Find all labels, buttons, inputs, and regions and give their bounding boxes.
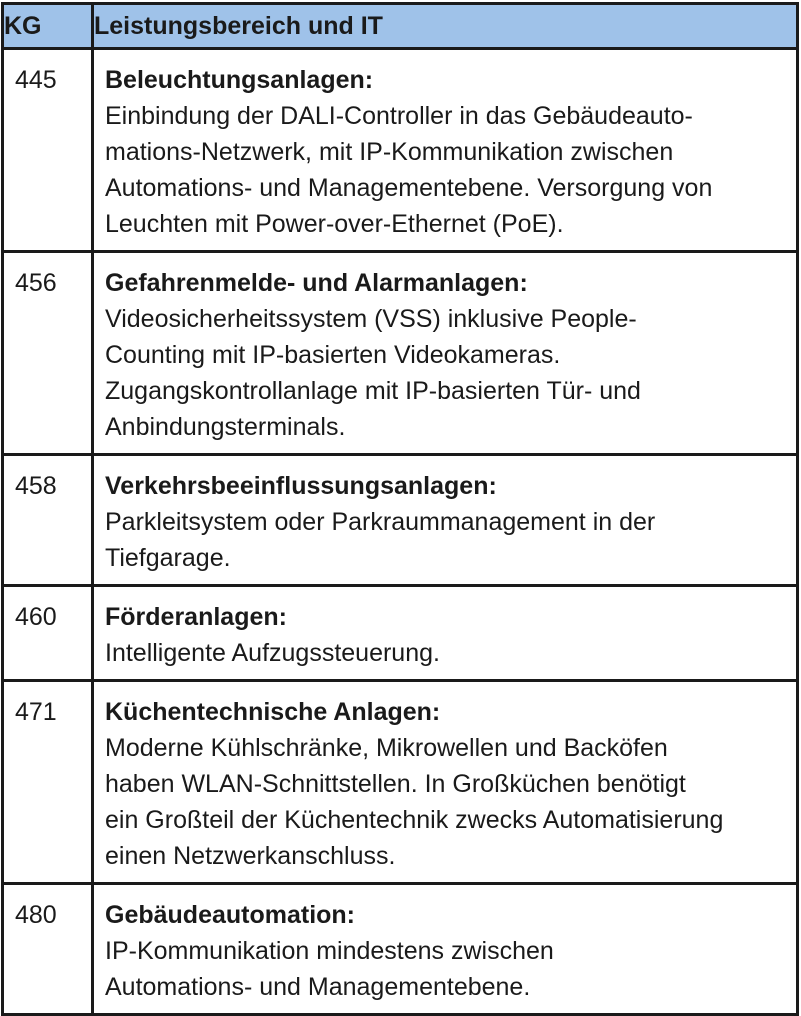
row-text-line: einen Netzwerkanschluss. bbox=[105, 842, 396, 870]
header-area: Leistungsbereich und IT bbox=[93, 4, 798, 49]
row-text-line: Moderne Kühlschränke, Mikrowellen und Backöfen bbox=[105, 734, 668, 762]
kg-number: 480 bbox=[3, 884, 93, 1015]
row-text-line: Automations- und Managementebene. bbox=[105, 973, 531, 1001]
table-row bbox=[3, 884, 798, 1015]
row-title: Beleuchtungsanlagen: bbox=[105, 66, 374, 94]
row-text-line: Intelligente Aufzugssteuerung. bbox=[105, 639, 440, 667]
kg-number: 445 bbox=[3, 49, 93, 252]
row-text-line: ein Großteil der Küchentechnik zwecks Automatisierung bbox=[105, 806, 724, 834]
row-text-line: Counting mit IP-basierten Videokameras. bbox=[105, 341, 561, 369]
table-row bbox=[3, 49, 798, 252]
header-kg: KG bbox=[3, 4, 93, 49]
kg-number: 471 bbox=[3, 681, 93, 884]
row-text-line: Anbindungsterminals. bbox=[105, 413, 346, 441]
row-description bbox=[93, 49, 798, 252]
row-description bbox=[93, 455, 798, 586]
table-header bbox=[3, 4, 798, 49]
table-row bbox=[3, 586, 798, 681]
row-title: Verkehrsbeeinflussungsanlagen: bbox=[105, 472, 497, 500]
table-row bbox=[3, 681, 798, 884]
row-title: Küchentechnische Anlagen: bbox=[105, 698, 441, 726]
row-text-line: mations-Netzwerk, mit IP-Kommunikation zwischen bbox=[105, 138, 674, 166]
table-row bbox=[3, 252, 798, 455]
row-text-line: Automations- und Managementebene. Versorgung von bbox=[105, 174, 713, 202]
row-text-line: Parkleitsystem oder Parkraummanagement in der bbox=[105, 508, 656, 536]
row-description bbox=[93, 586, 798, 681]
row-text-line: Leuchten mit Power-over-Ethernet (PoE). bbox=[105, 210, 564, 238]
kg-number: 458 bbox=[3, 455, 93, 586]
table-row bbox=[3, 455, 798, 586]
row-text-line: haben WLAN-Schnittstellen. In Großküchen benötigt bbox=[105, 770, 686, 798]
kg-table bbox=[1, 2, 799, 1016]
row-text-line: Videosicherheitssystem (VSS) inklusive People- bbox=[105, 305, 637, 333]
row-title: Gebäudeautomation: bbox=[105, 901, 356, 929]
header-row bbox=[3, 4, 798, 49]
kg-number: 456 bbox=[3, 252, 93, 455]
row-text-line: Zugangskontrollanlage mit IP-basierten Tür- und bbox=[105, 377, 641, 405]
row-text-line: IP-Kommunikation mindestens zwischen bbox=[105, 937, 554, 965]
row-text-line: Tiefgarage. bbox=[105, 544, 231, 572]
row-description bbox=[93, 252, 798, 455]
table-body bbox=[3, 49, 798, 1015]
row-title: Förderanlagen: bbox=[105, 603, 287, 631]
row-title: Gefahrenmelde- und Alarmanlagen: bbox=[105, 269, 528, 297]
kg-number: 460 bbox=[3, 586, 93, 681]
row-text-line: Einbindung der DALI-Controller in das Gebäudeauto- bbox=[105, 102, 693, 130]
row-description bbox=[93, 884, 798, 1015]
row-description bbox=[93, 681, 798, 884]
